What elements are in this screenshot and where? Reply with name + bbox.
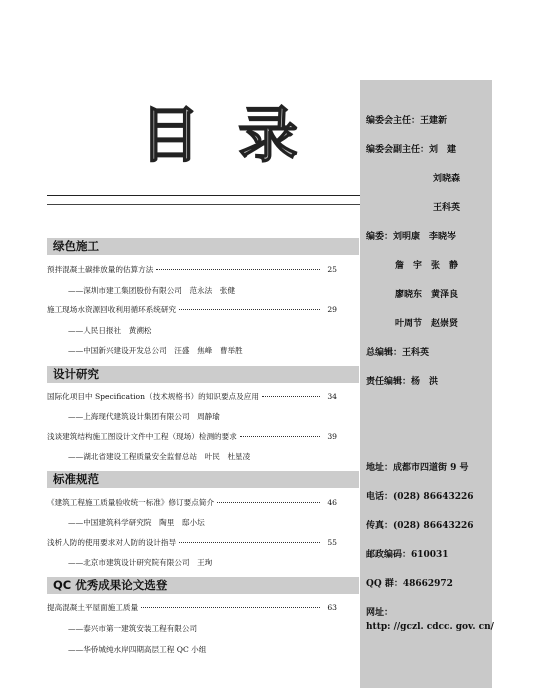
contact-website-url: http: //gczl. cdcc. gov. cn/ [366, 622, 494, 632]
contact-fax: 传真：(028) 86643226 [366, 521, 474, 531]
dot-leader [156, 269, 320, 270]
dot-leader [217, 502, 320, 503]
toc-entry-page: 39 [327, 432, 337, 441]
toc-entry-page: 63 [327, 603, 337, 612]
dot-leader [179, 542, 320, 543]
title-rule-thick [47, 195, 360, 196]
toc-entry-author: ——人民日报社 黄溯松 [68, 326, 152, 335]
title-rule-thin [47, 204, 360, 205]
toc-entry-author: ——上海现代建筑设计集团有限公司 周静瑜 [68, 412, 220, 421]
title-char-2: 录 [238, 101, 298, 171]
toc-entry[interactable] [47, 304, 337, 315]
section-heading-green-construction: 绿色施工 [47, 238, 359, 255]
toc-entry-page: 34 [327, 392, 337, 401]
toc-entry-author: ——北京市建筑设计研究院有限公司 王珣 [68, 558, 213, 567]
dot-leader [179, 309, 320, 310]
toc-entry-page: 46 [327, 498, 337, 507]
editor-deputy-director: 编委会副主任：刘 建 [366, 145, 457, 155]
toc-entry-title: 国际化项目中 Specification（技术规格书）的知识要点及应用 [47, 392, 259, 401]
editor-deputy-3: 王科英 [433, 203, 461, 213]
contact-address: 地址：成都市四道街 9 号 [366, 463, 469, 473]
toc-entry[interactable] [47, 431, 337, 442]
toc-entry[interactable] [47, 537, 337, 548]
section-heading-design-research: 设计研究 [47, 366, 359, 383]
toc-entry-title: 浅析人防的使用要求对人防的设计指导 [47, 538, 177, 547]
title-char-1: 目 [140, 101, 200, 171]
editor-director: 编委会主任：王建新 [366, 116, 448, 126]
section-heading-qc-papers: QC 优秀成果论文选登 [47, 577, 359, 594]
contact-website-label: 网址： [366, 608, 394, 618]
toc-entry-page: 25 [327, 265, 337, 274]
toc-entry-author: ——华侨城纯水岸四期高层工程 QC 小组 [68, 645, 207, 654]
toc-entry-title: 施工现场水资源回收利用循环系统研究 [47, 305, 177, 314]
editorial-board-row-3: 廖晓东 黄泽良 [395, 290, 459, 300]
toc-entry-title: 提高混凝土平屋面施工质量 [47, 603, 139, 612]
toc-entry-author: ——深圳市建工集团股份有限公司 范永法 张健 [68, 286, 236, 295]
toc-entry[interactable] [47, 497, 337, 508]
dot-leader [141, 607, 320, 608]
page-title [140, 100, 298, 172]
contact-phone: 电话：(028) 86643226 [366, 492, 474, 502]
toc-entry-title: 浅谈建筑结构施工图设计文件中工程（现场）检测的要求 [47, 432, 237, 441]
editorial-board-row-2: 詹 宇 张 静 [395, 261, 459, 271]
toc-entry-title: 预拌混凝土碳排放量的估算方法 [47, 265, 154, 274]
editor-deputy-2: 刘晓森 [433, 174, 461, 184]
dot-leader [262, 396, 320, 397]
toc-entry-page: 29 [327, 305, 337, 314]
toc-entry-author: ——泰兴市第一建筑安装工程有限公司 [68, 624, 198, 633]
contact-qq-group: QQ 群：48662972 [366, 579, 453, 589]
toc-entry-title: 《建筑工程施工质量验收统一标准》修订要点简介 [47, 498, 215, 507]
toc-entry[interactable] [47, 602, 337, 613]
toc-entry-page: 55 [327, 538, 337, 547]
toc-entry-author: ——中国建筑科学研究院 陶里 邸小坛 [68, 518, 205, 527]
dot-leader [240, 436, 320, 437]
editorial-board: 编委：刘明康 李晓岑 [366, 232, 457, 242]
toc-entry-author: ——中国新兴建设开发总公司 汪盛 焦峰 曹举胜 [68, 346, 243, 355]
contact-postcode: 邮政编码：610031 [366, 550, 449, 560]
chief-editor: 总编辑：王科英 [366, 348, 430, 358]
editorial-board-row-4: 叶周节 赵崇贤 [395, 319, 459, 329]
toc-entry-author: ——湖北省建设工程质量安全监督总站 叶民 杜星凌 [68, 452, 251, 461]
toc-entry[interactable] [47, 391, 337, 402]
section-heading-standards: 标准规范 [47, 471, 359, 488]
responsible-editor: 责任编辑：杨 洪 [366, 377, 439, 387]
toc-entry[interactable] [47, 264, 337, 275]
